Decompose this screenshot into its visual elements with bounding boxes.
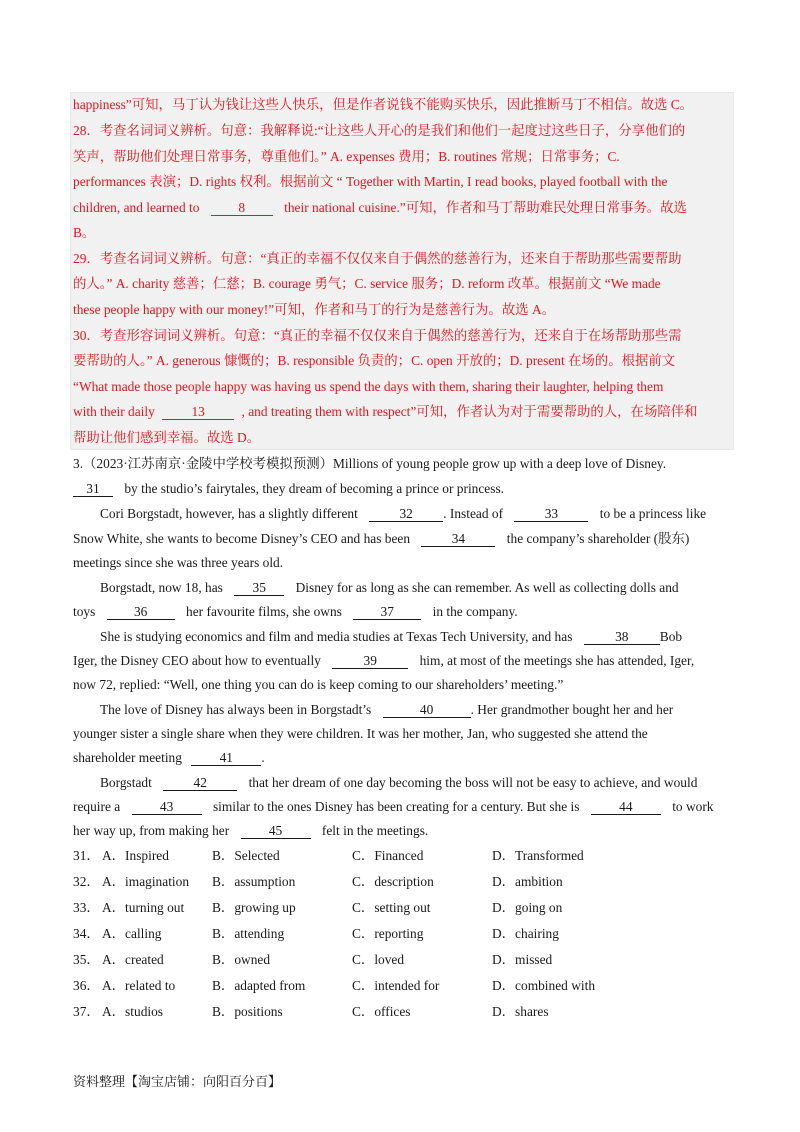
explanation-line <box>73 403 698 421</box>
option-b[interactable]: B．attending <box>212 926 285 941</box>
answer-explanation-box <box>70 92 734 450</box>
passage-text: the company’s shareholder (股东) <box>506 531 690 546</box>
passage-line <box>100 774 697 792</box>
passage-line <box>73 749 265 767</box>
blank-35[interactable]: 35 <box>234 580 284 596</box>
explanation-line: these people happy with our money!”可知，作者和马丁的行为是慈善行为。故选 A。 <box>73 302 556 317</box>
blank-31[interactable]: 31 <box>73 481 113 497</box>
option-d[interactable]: D．Transformed <box>492 848 584 863</box>
passage-text: to be a princess like <box>599 506 707 521</box>
passage-text: in the company. <box>432 604 518 619</box>
option-d[interactable]: D．shares <box>492 1004 549 1019</box>
option-d[interactable]: D．missed <box>492 952 553 967</box>
question-header: 3.（2023·江苏南京·金陵中学校考模拟预测）Millions of young people grow up with a deep love of Disney. <box>73 456 667 471</box>
explanation-line: happiness”可知，马丁认为钱让这些人快乐，但是作者说钱不能购买快乐，因此推断马丁不相信。故选 C。 <box>73 97 694 112</box>
passage-text: . Her grandmother bought her and her <box>470 702 674 717</box>
passage-line: younger sister a single share when they were children. It was her mother, Jan, who suggested she attend the <box>73 726 648 741</box>
option-a[interactable]: A．related to <box>102 978 176 993</box>
blank-13: 13 <box>162 404 234 420</box>
passage-line: meetings since she was three years old. <box>73 555 284 570</box>
question-number: 37． <box>73 1004 100 1019</box>
passage-text: similar to the ones Disney has been creating for a century. But she is <box>212 799 580 814</box>
option-c[interactable]: C．Financed <box>352 848 424 863</box>
explanation-line: 30．考查形容词词义辨析。句意：“真正的幸福不仅仅来自于偶然的慈善行为，还来自于在场帮助那些需 <box>73 328 682 343</box>
explanation-line: 28．考查名词词义辨析。句意：我解释说:“让这些人开心的是我们和他们一起度过这些日子，分享他们的 <box>73 123 686 138</box>
question-number: 36． <box>73 978 100 993</box>
option-c[interactable]: C．setting out <box>352 900 431 915</box>
blank-40[interactable]: 40 <box>383 702 471 718</box>
option-b[interactable]: B．adapted from <box>212 978 306 993</box>
passage-line: now 72, replied: “Well, one thing you can do is keep coming to our shareholders’ meeting.” <box>73 677 564 692</box>
passage-text: shareholder meeting <box>73 750 182 765</box>
option-d[interactable]: D．combined with <box>492 978 596 993</box>
option-c[interactable]: C．description <box>352 874 434 889</box>
option-a[interactable]: A．studios <box>102 1004 164 1019</box>
passage-text: by the studio’s fairytales, they dream of becoming a prince or princess. <box>124 481 505 496</box>
passage-text: . Instead of <box>443 506 504 521</box>
passage-line <box>100 628 682 646</box>
blank-34[interactable]: 34 <box>421 531 495 547</box>
passage-line <box>73 603 518 621</box>
explanation-line: 的人。” A. charity 慈善；仁慈；B. courage 勇气；C. service 服务；D. reform 改革。根据前文 “We made <box>73 276 661 291</box>
passage-text: felt in the meetings. <box>321 823 429 838</box>
passage-text: require a <box>73 799 121 814</box>
option-b[interactable]: B．owned <box>212 952 271 967</box>
passage-line <box>100 505 706 523</box>
passage-line <box>73 798 713 816</box>
explanation-line <box>73 199 687 217</box>
explanation-line: B。 <box>73 225 96 240</box>
passage-text: her favourite films, she owns <box>186 604 342 619</box>
passage-line <box>100 701 673 719</box>
option-b[interactable]: B．growing up <box>212 900 296 915</box>
explanation-line: “What made those people happy was having us spend the days with them, sharing their laughter, helping them <box>73 379 664 394</box>
passage-text: Iger, the Disney CEO about how to eventually <box>73 653 321 668</box>
option-c[interactable]: C．intended for <box>352 978 440 993</box>
option-b[interactable]: B．Selected <box>212 848 280 863</box>
passage-text: Cori Borgstadt, however, has a slightly different <box>100 506 358 521</box>
option-a[interactable]: A．imagination <box>102 874 190 889</box>
blank-32[interactable]: 32 <box>369 506 443 522</box>
blank-36[interactable]: 36 <box>107 604 175 620</box>
passage-line <box>73 822 428 840</box>
explanation-line: 要帮助的人。” A. generous 慷慨的；B. responsible 负责的；C. open 开放的；D. present 在场的。根据前文 <box>73 353 676 368</box>
passage-line <box>73 480 504 498</box>
explanation-line: 笑声，帮助他们处理日常事务，尊重他们。” A. expenses 费用；B. routines 常规；日常事务；C. <box>73 149 620 164</box>
option-c[interactable]: C．loved <box>352 952 405 967</box>
question-number: 32． <box>73 874 100 889</box>
explanation-line: performances 表演；D. rights 权利。根据前文 “ Together with Martin, I read books, played football with the <box>73 174 668 189</box>
blank-8: 8 <box>211 200 273 216</box>
option-a[interactable]: A．turning out <box>102 900 185 915</box>
blank-33[interactable]: 33 <box>514 506 588 522</box>
passage-text: him, at most of the meetings she has attended, Iger, <box>419 653 695 668</box>
passage-text: toys <box>73 604 96 619</box>
question-number: 35． <box>73 952 100 967</box>
passage-text: Snow White, she wants to become Disney’s CEO and has been <box>73 531 411 546</box>
passage-text: Bob <box>659 629 683 644</box>
option-c[interactable]: C．offices <box>352 1004 411 1019</box>
passage-text: She is studying economics and film and media studies at Texas Tech University, and has <box>100 629 573 644</box>
passage-text: Borgstadt <box>100 775 152 790</box>
option-d[interactable]: D．ambition <box>492 874 563 889</box>
blank-37[interactable]: 37 <box>353 604 421 620</box>
explanation-text: with their daily <box>73 404 155 419</box>
option-a[interactable]: A．calling <box>102 926 162 941</box>
explanation-text: their national cuisine.”可知，作者和马丁帮助难民处理日常事务。故选 <box>284 200 687 215</box>
passage-text: The love of Disney has always been in Borgstadt’s <box>100 702 372 717</box>
option-b[interactable]: B．assumption <box>212 874 296 889</box>
blank-43[interactable]: 43 <box>132 799 202 815</box>
explanation-line: 29．考查名词词义辨析。句意：“真正的幸福不仅仅来自于偶然的慈善行为，还来自于帮助那些需要帮助 <box>73 251 682 266</box>
blank-45[interactable]: 45 <box>241 823 311 839</box>
passage-text: Borgstadt, now 18, has <box>100 580 223 595</box>
passage-line <box>73 530 689 548</box>
passage-text: Disney for as long as she can remember. As well as collecting dolls and <box>295 580 679 595</box>
passage-text: . <box>261 750 265 765</box>
blank-38[interactable]: 38 <box>584 629 660 645</box>
explanation-text: , and treating them with respect”可知，作者认为对于需要帮助的人，在场陪伴和 <box>241 404 698 419</box>
option-c[interactable]: C．reporting <box>352 926 424 941</box>
passage-line <box>100 579 679 597</box>
explanation-text: children, and learned to <box>73 200 200 215</box>
blank-44[interactable]: 44 <box>591 799 661 815</box>
option-b[interactable]: B．positions <box>212 1004 283 1019</box>
explanation-line: 帮助让他们感到幸福。故选 D。 <box>73 430 261 445</box>
blank-41[interactable]: 41 <box>191 750 261 766</box>
passage-text: that her dream of one day becoming the boss will not be easy to achieve, and would <box>248 775 698 790</box>
option-d[interactable]: D．chairing <box>492 926 559 941</box>
passage-line <box>73 652 694 670</box>
footer-note: 资料整理【淘宝店铺：向阳百分百】 <box>73 1074 282 1089</box>
blank-42[interactable]: 42 <box>163 775 237 791</box>
question-number: 34． <box>73 926 100 941</box>
option-a[interactable]: A．Inspired <box>102 848 169 863</box>
question-number: 31． <box>73 848 100 863</box>
option-a[interactable]: A．created <box>102 952 164 967</box>
passage-text: her way up, from making her <box>73 823 230 838</box>
passage-text: to work <box>672 799 714 814</box>
blank-39[interactable]: 39 <box>332 653 408 669</box>
question-number: 33． <box>73 900 100 915</box>
option-d[interactable]: D．going on <box>492 900 563 915</box>
